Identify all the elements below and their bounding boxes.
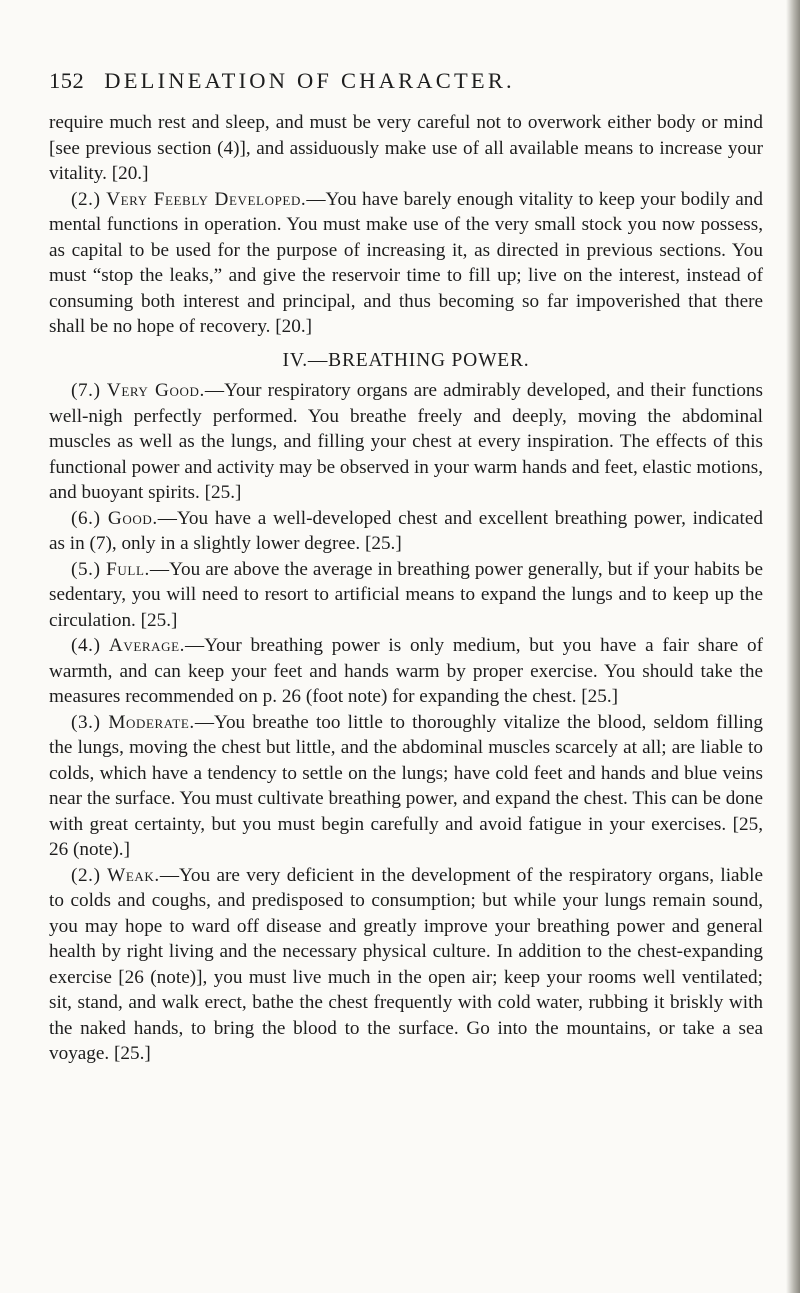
paragraph-text: —Your respiratory organs are admirably developed, and their functions well-nigh perfectly performed. You breathe freely and deeply, moving the abdominal muscles as well as the lungs, and filling your chest at every inspiration. The effects of this functional power and activity may be observed in your warm hands and feet, elastic motions, and buoyant spirits. [25.] bbox=[49, 380, 763, 503]
page-edge-shadow bbox=[786, 0, 800, 1293]
paragraph-text: —You are above the average in breathing power generally, but if your habits be sedentary, you will need to resort to artificial means to expand the lungs and to keep up the circulation. [25.] bbox=[49, 558, 763, 631]
body-text bbox=[49, 110, 763, 1067]
page-number: 152 bbox=[49, 68, 85, 93]
paragraph-label: (4.) Average. bbox=[71, 635, 186, 656]
paragraph-text: —You have a well-developed chest and excellent breathing power, indicated as in (7), only in a slightly lower degree. [25.] bbox=[49, 507, 763, 554]
paragraph-label: (6.) Good. bbox=[71, 507, 158, 529]
paragraph-moderate bbox=[49, 710, 763, 863]
paragraph-text: —You breathe too little to thoroughly vitalize the blood, seldom filling the lungs, moving the chest but little, and the abdominal muscles scarcely at all; are liable to colds, which have a tendency to settle on the lungs; have cold feet and hands and blue veins near the surface. You must cultivate breathing power, and expand the chest. This can be done with great certainty, but you must begin carefully and avoid fatigue in your exercises. [25, 26 (note).] bbox=[49, 711, 763, 860]
paragraph-label: (3.) Moderate. bbox=[71, 711, 195, 733]
paragraph-good bbox=[49, 506, 763, 557]
running-title: DELINEATION OF CHARACTER. bbox=[104, 68, 515, 93]
paragraph-weak bbox=[49, 863, 763, 1067]
paragraph-label: (5.) Full. bbox=[71, 558, 150, 580]
paragraph-label: (2.) Weak. bbox=[71, 864, 160, 886]
paragraph-text: —You are very deficient in the development of the respiratory organs, liable to colds and coughs, and predisposed to consumption; but while your lungs remain sound, you may hope to ward off disease and greatly improve your breathing power and general health by right living and the necessary physical culture. In addition to the chest-expanding exercise [26 (note)], you must live much in the open air; keep your rooms well ventilated; sit, stand, and walk erect, bathe the chest frequently with cold water, rubbing it briskly with the naked hands, to bring the blood to the surface. Go into the mountains, or take a sea voyage. [25.] bbox=[49, 864, 763, 1064]
paragraph-very-feebly-developed bbox=[49, 187, 763, 340]
paragraph-average bbox=[49, 633, 763, 710]
paragraph-label: (7.) Very Good. bbox=[71, 380, 205, 401]
intro-paragraph bbox=[49, 110, 763, 187]
paragraph-text: —You have barely enough vitality to keep your bodily and mental functions in operation. You must make use of the very small stock you now possess, as capital to be used for the purpose of increasing it, as directed in previous sections. You must “stop the leaks,” and give the reservoir time to fill up; live on the interest, instead of consuming both interest and principal, and thus becoming so far impoverished that there shall be no hope of recovery. [20.] bbox=[49, 188, 763, 337]
running-header bbox=[49, 68, 769, 94]
paragraph-very-good bbox=[49, 378, 763, 506]
paragraph-label: (2.) Very Feebly Developed. bbox=[71, 188, 307, 210]
intro-text: require much rest and sleep, and must be very careful not to overwork either body or mind [see previous section (4)], and assiduously make use of all available means to increase your vitality. [20.] bbox=[49, 112, 763, 184]
section-heading: IV.—BREATHING POWER. bbox=[282, 349, 530, 371]
paragraph-text: —Your breathing power is only medium, but you have a fair share of warmth, and can keep your feet and hands warm by proper exercise. You should take the measures recommended on p. 26 (foot note) for expanding the chest. [25.] bbox=[49, 635, 763, 707]
paragraph-full bbox=[49, 557, 763, 634]
